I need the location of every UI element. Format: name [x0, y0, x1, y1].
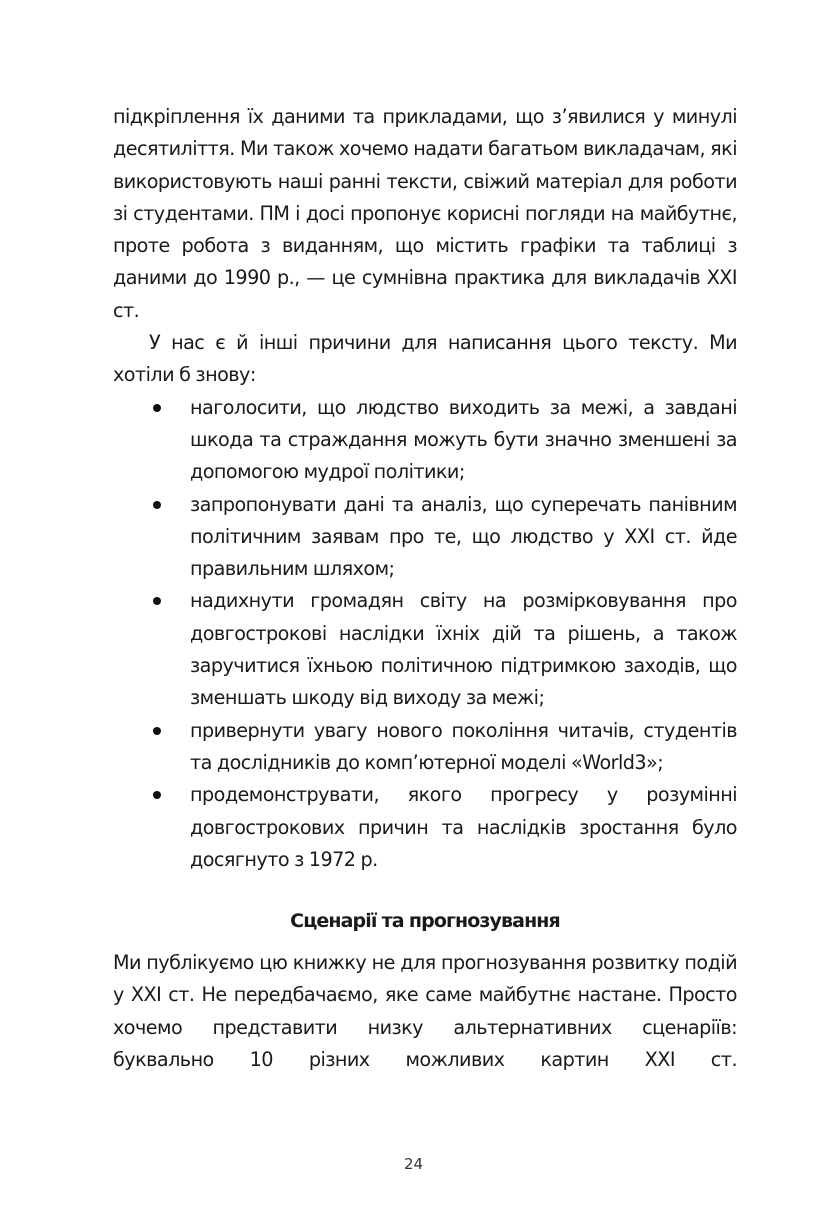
list-item-text: привернути увагу нового покоління читачів, студентів та дослідників до комп’ютерної моделі «World3»; [190, 718, 737, 774]
list-item [113, 779, 737, 876]
list-item-text: запропонувати дані та аналіз, що суперечать панівним політичним заявам про те, що людство у XXI ст. йде правильним шляхом; [190, 492, 737, 581]
list-item-text: надихнути громадян світу на розмірковування про довгострокові наслідки їхніх дій та рішень, а також заручитися їхньою політичною підтримкою заходів, що зменшать шкоду від виходу за межі; [190, 589, 737, 710]
bullet-icon [153, 727, 161, 735]
list-item-text: наголосити, що людство виходить за межі, а завдані шкода та страждання можуть бути значно зменшені за допомогою мудрої політики; [190, 395, 737, 484]
reasons-intro-paragraph: У нас є й інші причини для написання цього тексту. Ми хотіли б знову: [113, 331, 737, 387]
list-item [113, 392, 737, 489]
list-item-text: продемонструвати, якого прогресу у розумінні довгострокових причин та наслідків зростання було досягнуто з 1972 р. [190, 783, 737, 871]
intro-paragraph: підкріплення їх даними та прикладами, що з’явилися у минулі десятиліття. Ми також хочемо надати багатьом викладачам, які використовують наші ранні тексти, свіжий матеріал для роботи зі студентами. ПМ і досі пропонує корисні погляди на майбутнє, проте робота з виданням, що містить графіки та таблиці з даними до 1990 р., — це сумнівна практика для викладачів XXI ст. [113, 105, 737, 322]
reasons-list [113, 392, 737, 876]
list-item [113, 585, 737, 714]
bullet-icon [153, 404, 161, 412]
list-item [113, 489, 737, 586]
bullet-icon [153, 791, 161, 799]
section-paragraph: Ми публікуємо цю книжку не для прогнозування розвитку подій у XXI ст. Не передбачаємо, яке саме майбутнє настане. Просто хочемо представити низку альтернативних сценаріїв: буквально 10 різних можливих картин XXI ст. [113, 951, 737, 1072]
list-item [113, 715, 737, 780]
section-heading: Сценарії та прогнозування [290, 910, 560, 933]
page-number: 24 [403, 1155, 424, 1173]
page-body [113, 101, 737, 1076]
bullet-icon [153, 501, 161, 509]
bullet-icon [153, 597, 161, 605]
